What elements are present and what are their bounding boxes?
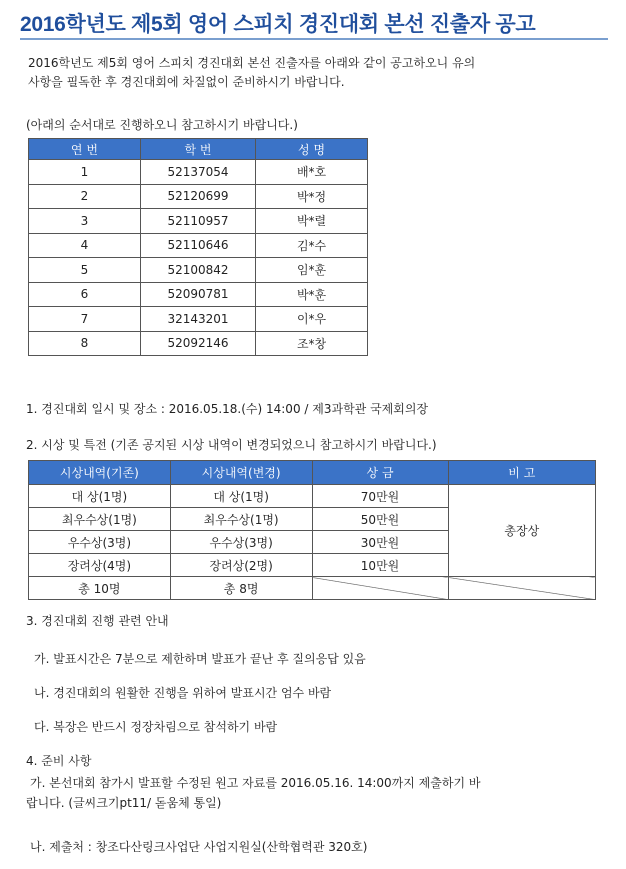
intro-line-2: 사항을 필독한 후 경진대회에 차질없이 준비하시기 바랍니다. (28, 75, 345, 89)
section-3-item-a: 가. 발표시간은 7분으로 제한하며 발표가 끝난 후 질의응답 있음 (34, 652, 366, 666)
cell-award-original: 장려상(4명) (29, 554, 171, 577)
cell-number: 7 (29, 307, 141, 332)
cell-student-id: 52137054 (140, 160, 255, 185)
section-3-title: 3. 경진대회 진행 관련 안내 (26, 614, 169, 628)
cell-number: 6 (29, 282, 141, 307)
cell-student-id: 52110646 (140, 233, 255, 258)
finalists-header-row (29, 139, 368, 160)
cell-total-changed: 총 8명 (170, 577, 312, 600)
page-title: 2016학년도 제5회 영어 스피치 경진대회 본선 진출자 공고 (20, 13, 536, 36)
cell-number: 1 (29, 160, 141, 185)
cell-number: 4 (29, 233, 141, 258)
section-2-title: 2. 시상 및 특전 (기존 공지된 시상 내역이 변경되었으니 참고하시기 바랍니다.) (26, 438, 437, 452)
cell-award-changed: 장려상(2명) (170, 554, 312, 577)
cell-prize: 70만원 (312, 485, 448, 508)
cell-name: 김*수 (256, 233, 368, 258)
cell-award-original: 대 상(1명) (29, 485, 171, 508)
cell-student-id: 52090781 (140, 282, 255, 307)
cell-name: 박*렬 (256, 209, 368, 234)
header-prize: 상 금 (312, 461, 448, 485)
table-row (29, 258, 368, 283)
awards-header-row (29, 461, 596, 485)
empty-diagonal-cell (448, 577, 595, 600)
cell-total-original: 총 10명 (29, 577, 171, 600)
cell-number: 2 (29, 184, 141, 209)
section-4-title: 4. 준비 사항 (26, 754, 92, 768)
section-4-item-a-line-2: 랍니다. (글씨크기pt11/ 돋움체 통일) (26, 796, 222, 810)
section-3-item-c: 다. 복장은 반드시 정장차림으로 참석하기 바람 (34, 720, 278, 734)
cell-award-original: 최우수상(1명) (29, 508, 171, 531)
empty-diagonal-cell (312, 577, 448, 600)
table-row (29, 209, 368, 234)
section-3-item-b: 나. 경진대회의 원활한 진행을 위하여 발표시간 엄수 바람 (34, 686, 332, 700)
section-4-item-b: 나. 제출처 : 창조다산링크사업단 사업지원실(산학협력관 320호) (30, 840, 368, 854)
cell-note: 총장상 (448, 485, 595, 577)
cell-award-original: 우수상(3명) (29, 531, 171, 554)
awards-table (28, 460, 596, 600)
cell-number: 8 (29, 331, 141, 356)
cell-prize: 30만원 (312, 531, 448, 554)
table-row (29, 485, 596, 508)
header-note: 비 고 (448, 461, 595, 485)
cell-student-id: 32143201 (140, 307, 255, 332)
table-row (29, 184, 368, 209)
finalists-table (28, 138, 368, 356)
table-row (29, 233, 368, 258)
header-name: 성 명 (256, 139, 368, 160)
cell-name: 배*호 (256, 160, 368, 185)
cell-student-id: 52110957 (140, 209, 255, 234)
cell-number: 5 (29, 258, 141, 283)
section-4-item-a-line-1: 가. 본선대회 참가시 발표할 수정된 원고 자료를 2016.05.16. 14:00까지 제출하기 바 (30, 776, 481, 790)
cell-award-changed: 우수상(3명) (170, 531, 312, 554)
header-award-original: 시상내역(기존) (29, 461, 171, 485)
header-number: 연 번 (29, 139, 141, 160)
table-row (29, 307, 368, 332)
table-row (29, 331, 368, 356)
cell-award-changed: 대 상(1명) (170, 485, 312, 508)
cell-number: 3 (29, 209, 141, 234)
cell-prize: 50만원 (312, 508, 448, 531)
cell-student-id: 52092146 (140, 331, 255, 356)
header-award-changed: 시상내역(변경) (170, 461, 312, 485)
table-row (29, 160, 368, 185)
table-row (29, 282, 368, 307)
cell-prize: 10만원 (312, 554, 448, 577)
cell-student-id: 52100842 (140, 258, 255, 283)
cell-name: 이*우 (256, 307, 368, 332)
cell-name: 박*정 (256, 184, 368, 209)
cell-name: 박*훈 (256, 282, 368, 307)
title-divider (20, 38, 608, 40)
awards-total-row (29, 577, 596, 600)
cell-award-changed: 최우수상(1명) (170, 508, 312, 531)
section-1-schedule: 1. 경진대회 일시 및 장소 : 2016.05.18.(수) 14:00 / 제3과학관 국제회의장 (26, 402, 429, 416)
cell-student-id: 52120699 (140, 184, 255, 209)
cell-name: 임*훈 (256, 258, 368, 283)
cell-name: 조*창 (256, 331, 368, 356)
intro-line-1: 2016학년도 제5회 영어 스피치 경진대회 본선 진출자를 아래와 같이 공고하오니 유의 (28, 56, 476, 70)
header-student-id: 학 번 (140, 139, 255, 160)
order-note: (아래의 순서대로 진행하오니 참고하시기 바랍니다.) (26, 118, 298, 132)
